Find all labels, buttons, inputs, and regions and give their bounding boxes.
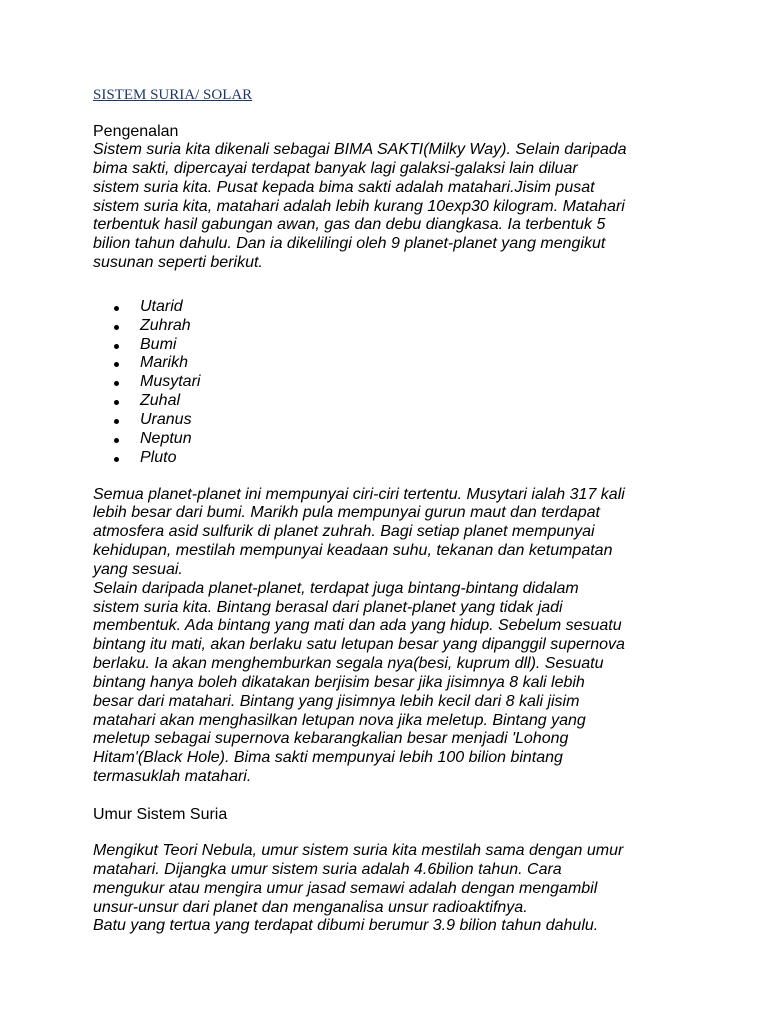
list-item-label: Neptun: [140, 429, 192, 447]
bullet-icon: [114, 381, 119, 386]
text-line: Mengikut Teori Nebula, umur sistem suria kita mestilah sama dengan umur: [93, 842, 624, 859]
text-line: unsur-unsur dari planet dan menganalisa unsur radioaktifnya.: [93, 898, 528, 916]
list-item-label: Utarid: [140, 297, 183, 315]
text-line: Sistem suria kita dikenali sebagai BIMA SAKTI(Milky Way). Selain daripada: [93, 141, 627, 158]
list-item-label: Musytari: [140, 373, 201, 391]
text-line: membentuk. Ada bintang yang mati dan ada yang hidup. Sebelum sesuatu: [93, 617, 622, 635]
list-item-label: Marikh: [140, 354, 189, 372]
text-line: yang sesuai.: [93, 560, 183, 578]
text-line: Batu yang tertua yang terdapat dibumi berumur 3.9 bilion tahun dahulu.: [93, 917, 599, 935]
text-line: bintang itu mati, akan berlaku satu letupan besar yang dipanggil supernova: [93, 636, 625, 654]
text-line: matahari. Dijangka umur sistem suria adalah 4.6bilion tahun. Cara: [93, 860, 562, 878]
planets-stars-paragraph: [93, 486, 693, 788]
list-item-bumi: [93, 336, 693, 355]
text-line: Semua planet-planet ini mempunyai ciri-ciri tertentu. Musytari ialah 317 kali: [93, 485, 625, 503]
bullet-icon: [114, 400, 119, 405]
bullet-icon: [114, 344, 119, 349]
text-line: sistem suria kita. Bintang berasal dari planet-planet yang tidak jadi: [93, 598, 563, 616]
text-line: berlaku. Ia akan menghemburkan segala nya(besi, kuprum dll). Sesuatu: [93, 655, 604, 673]
text-line: sistem suria kita. Pusat kepada bima sakti adalah matahari.Jisim pusat: [93, 178, 595, 196]
list-item-label: Uranus: [140, 410, 192, 428]
document-page: [93, 86, 693, 936]
text-line: mengukur atau mengira umur jasad semawi adalah dengan mengambil: [93, 879, 598, 897]
list-item-label: Zuhrah: [140, 316, 191, 334]
list-item-zuhal: [93, 392, 693, 411]
text-line: sistem suria kita, matahari adalah lebih kurang 10exp30 kilogram. Matahari: [93, 197, 625, 215]
list-item-marikh: [93, 354, 693, 373]
bullet-icon: [114, 457, 119, 462]
text-line: kehidupan, mestilah mempunyai keadaan suhu, tekanan dan ketumpatan: [93, 542, 613, 560]
list-item-label: Bumi: [140, 335, 177, 353]
text-line: bilion tahun dahulu. Dan ia dikelilingi oleh 9 planet-planet yang mengikut: [93, 235, 606, 253]
intro-paragraph: [93, 141, 693, 273]
text-line: terbentuk hasil gabungan awan, gas dan debu diangkasa. Ia terbentuk 5: [93, 216, 606, 234]
text-line: meletup sebagai supernova kebarangkalian besar menjadi 'Lohong: [93, 730, 569, 748]
bullet-icon: [114, 362, 119, 367]
text-line: matahari akan menghasilkan letupan nova jika meletup. Bintang yang: [93, 711, 586, 729]
planet-list: [93, 298, 693, 468]
text-line: bima sakti, dipercayai terdapat banyak lagi galaksi-galaksi lain diluar: [93, 159, 578, 177]
text-line: Selain daripada planet-planet, terdapat juga bintang-bintang didalam: [93, 579, 579, 597]
list-item-neptun: [93, 430, 693, 449]
list-item-zuhrah: [93, 317, 693, 336]
text-line: lebih besar dari bumi. Marikh pula mempunyai gurun maut dan terdapat: [93, 504, 600, 522]
bullet-icon: [114, 419, 119, 424]
list-item-musytari: [93, 373, 693, 392]
list-item-utarid: [93, 298, 693, 317]
list-item-uranus: [93, 411, 693, 430]
bullet-icon: [114, 306, 119, 311]
text-line: besar dari matahari. Bintang yang jisimnya lebih kecil dari 8 kali jisim: [93, 692, 580, 710]
list-item-label: Zuhal: [140, 392, 181, 410]
section-heading-umur-sistem-suria: Umur Sistem Suria: [93, 806, 228, 823]
text-line: Hitam'(Black Hole). Bima sakti mempunyai lebih 100 bilion bintang: [93, 749, 563, 767]
umur-paragraph: [93, 842, 693, 936]
list-item-label: Pluto: [140, 448, 177, 466]
bullet-icon: [114, 325, 119, 330]
text-line: susunan seperti berikut.: [93, 254, 263, 272]
text-line: atmosfera asid sulfurik di planet zuhrah. Bagi setiap planet mempunyai: [93, 523, 595, 541]
text-line: bintang hanya boleh dikatakan berjisim besar jika jisimnya 8 kali lebih: [93, 673, 585, 691]
document-title-link[interactable]: SISTEM SURIA/ SOLAR: [93, 87, 253, 103]
text-line: termasuklah matahari.: [93, 768, 252, 786]
bullet-icon: [114, 438, 119, 443]
section-heading-pengenalan: Pengenalan: [93, 123, 179, 140]
list-item-pluto: [93, 449, 693, 468]
